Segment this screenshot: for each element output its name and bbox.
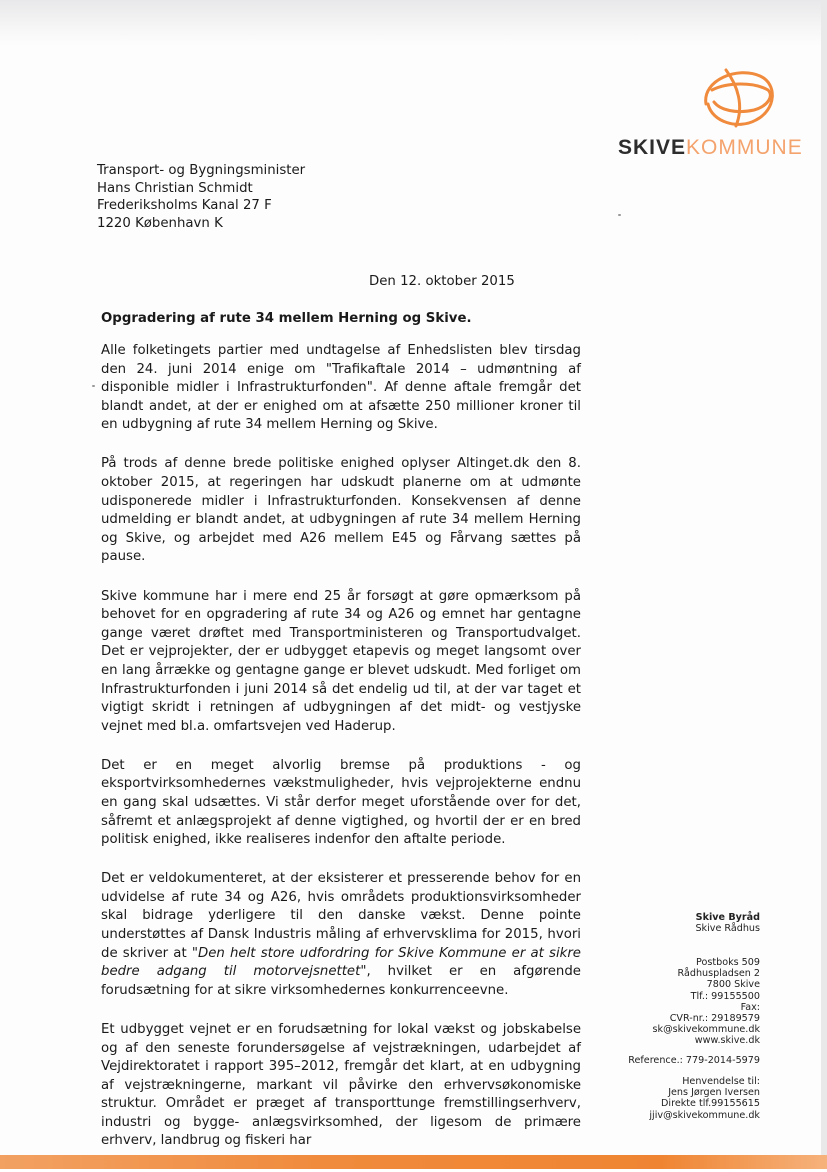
sender-city: 7800 Skive	[706, 979, 760, 991]
letter-date: Den 12. oktober 2015	[369, 274, 515, 289]
sender-org-sub: Skive Rådhus	[695, 923, 760, 935]
paragraph-5-end: , hvilket er en afgørende forudsætning for at sikre virksomhedernes konkurrenceevne.	[101, 964, 581, 998]
sender-fax: Fax:	[740, 1001, 760, 1013]
logo-kommune: KOMMUNE	[686, 136, 803, 159]
contact-name: Jens Jørgen Iversen	[668, 1087, 760, 1099]
paragraph-5-start: Det er veldokumenteret, at der eksisterer et presserende behov for en udvidelse af rute 34 og A26, hvis områdets produktionsvirksomheder skal bidrage yderligere til den danske vækst. Denne pointe understøttes af Dansk Industris måling af erhvervsklima for 2015, hvori de skriver at	[101, 871, 581, 961]
recipient-line-name: Hans Christian Schmidt	[97, 180, 253, 196]
recipient-line-street: Frederiksholms Kanal 27 F	[97, 198, 272, 213]
sender-web: www.skive.dk	[694, 1035, 760, 1047]
letter-subject: Opgradering af rute 34 mellem Herning og Skive.	[101, 311, 472, 326]
scan-top-shadow	[0, 0, 827, 46]
sender-email: sk@skivekommune.dk	[652, 1024, 760, 1036]
body-paragraph-2: På trods af denne brede politiske enighed oplyser Altinget.dk den 8. oktober 2015, at regeringen har udskudt planerne om at udmønte udisponerede midler i Infrastrukturfonden. Konsekvensen af denne udmelding er blandt andet, at udbygningen af rute 34 mellem Herning og Skive, og arbejdet med A26 mellem E45 og Fårvang sættes på pause.	[101, 456, 581, 565]
sender-postbox: Postboks 509	[696, 957, 760, 968]
contact-phone: Direkte tlf.99155615	[661, 1098, 760, 1110]
contact-email: jjiv@skivekommune.dk	[649, 1109, 760, 1121]
body-paragraph-5	[101, 870, 581, 1000]
paragraph-5-quote: "Den helt store udfordring for Skive Kommune er at sikre bedre adgang til motorvejsnettet"	[101, 945, 581, 980]
letter-body	[101, 342, 581, 1172]
skive-kommune-logo	[618, 60, 803, 160]
recipient-line-title: Transport- og Bygningsminister	[97, 163, 306, 178]
recipient-address	[97, 162, 305, 232]
sender-street: Rådhuspladsen 2	[677, 968, 760, 980]
body-paragraph-3: Skive kommune har i mere end 25 år forsøgt at gøre opmærksom på behovet for en opgradering af rute 34 og A26 og emnet har gentagne gange været drøftet med Transportministeren og Transportudvalget. Det er vejprojekter, der er udbygget etapevis og meget langsomt over en lang årrække og gentagne gange er blevet udskudt. Med forliget om Infrastrukturfonden i juni 2014 så det endelig ud til, at der var taget et vigtigt skridt i retningen af udbygningen af det midt- og vestjyske vejnet med bl.a. omfartsvejen ved Haderup.	[101, 588, 581, 734]
scan-speck	[618, 214, 621, 216]
orange-footer-stripe	[0, 1155, 827, 1169]
sender-org-name: Skive Byråd	[695, 912, 760, 923]
sender-organisation	[600, 912, 760, 934]
body-paragraph-1: Alle folketingets partier med undtagelse af Enhedslisten blev tirsdag den 24. juni 2014 enige om "Trafikaftale 2014 – udmøntning af disponible midler i Infrastrukturfonden". Af denne aftale fremgår det blandt andet, at der er enighed om at afsætte 250 millioner kroner til en udbygning af rute 34 mellem Herning og Skive.	[101, 343, 581, 433]
body-paragraph-6: Et udbygget vejnet er en forudsætning for lokal vækst og jobskabelse og af den seneste forundersøgelse af vejstrækningen, udarbejdet af Vejdirektoratet i rapport 395–2012, fremgår det klart, at en udbygning af vejstrækningerne, markant vil påvirke den erhvervsøkonomiske struktur. Området er præget af transporttunge fremstillingserhverv, industri og bygge- anlægsvirksomhed, der ligesom de primære erhverv, landbrug og fiskeri har	[101, 1021, 581, 1149]
reference-number: Reference.: 779-2014-5979	[628, 1055, 760, 1066]
sender-phone: Tlf.: 99155500	[690, 990, 760, 1002]
recipient-line-city: 1220 København K	[97, 215, 223, 231]
body-paragraph-4: Det er en meget alvorlig bremse på produktions - og eksportvirksomhedernes vækstmuligheder, hvis vejprojekterne endnu en gang skal udsættes. Vi står derfor meget uforstående over for det, såfremt et anlægsprojekt af denne vigtighed, og hvortil der er en bred politisk enighed, ikke realiseres indenfor den aftalte periode.	[101, 757, 581, 848]
scan-right-edge	[821, 0, 827, 1169]
logo-skive: SKIVE	[618, 136, 687, 159]
logo-wordmark	[618, 136, 803, 160]
scan-speck	[92, 385, 95, 387]
reference-block	[600, 1055, 760, 1066]
orange-ring-logo-icon	[698, 60, 784, 140]
sender-address-block	[600, 957, 760, 1047]
sender-cvr: CVR-nr.: 29189579	[669, 1013, 760, 1025]
contact-heading: Henvendelse til:	[682, 1076, 760, 1087]
contact-block	[600, 1076, 760, 1121]
